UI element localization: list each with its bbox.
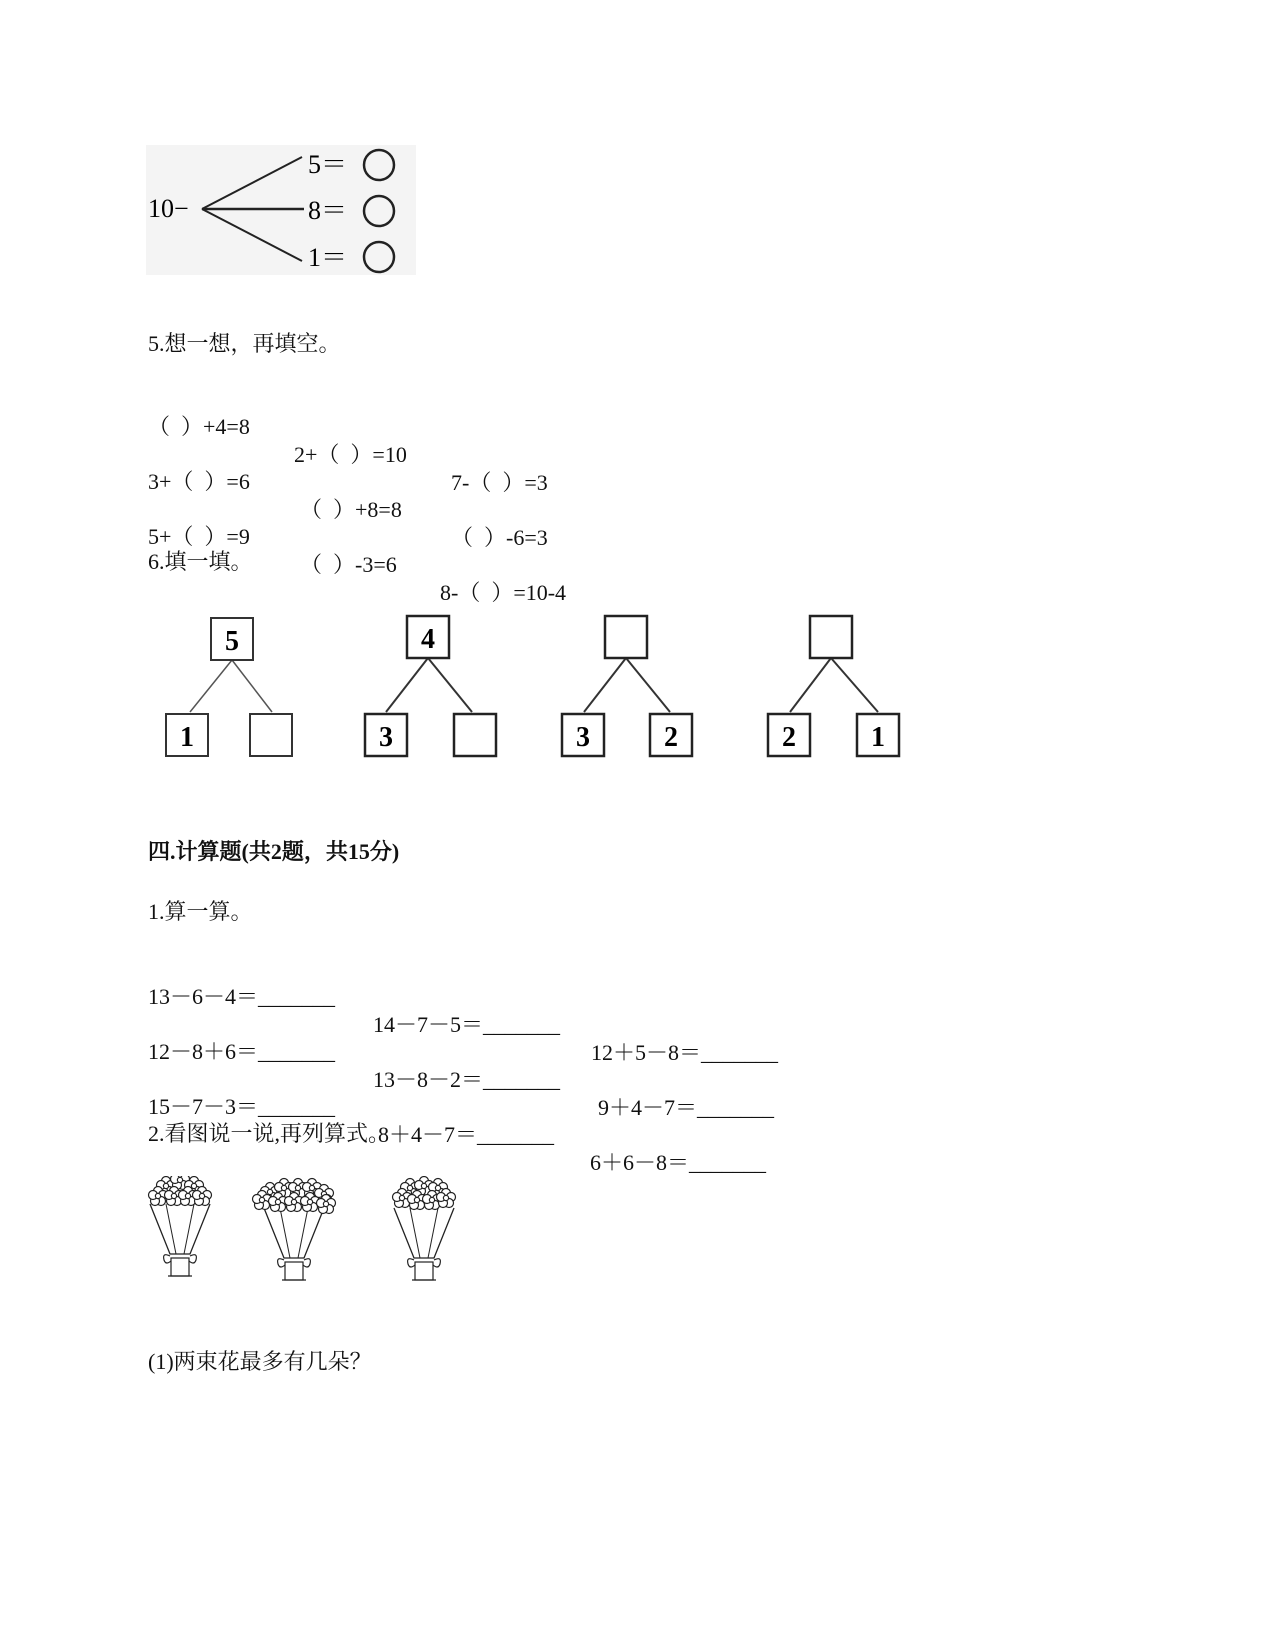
tree-left-value: 3 — [379, 722, 393, 753]
fan-branch-2: 8＝ — [308, 196, 348, 225]
tree-right-box[interactable] — [454, 714, 496, 756]
tree-right-value: 1 — [871, 722, 885, 753]
flower-bouquet-2 — [253, 1179, 336, 1281]
calc-q2-title: 2.看图说一说,再列算式。 — [148, 1121, 391, 1146]
calc-q1-title: 1.算一算。 — [148, 899, 253, 924]
q6-title: 6.填一填。 — [148, 549, 253, 574]
tree-left-value: 3 — [576, 722, 590, 753]
fan-left-label: 10− — [148, 194, 189, 223]
q5-title: 5.想一想，再填空。 — [148, 331, 341, 356]
number-bond-tree-2 — [365, 616, 496, 756]
q5-item: 7-（ ）=3 — [451, 470, 548, 495]
q5-item: 5+（ ）=9 — [148, 524, 250, 549]
calc-item: 13－8－2＝_______ — [373, 1067, 561, 1092]
flower-bouquet-3 — [393, 1177, 456, 1281]
q5-item: （ ）+8=8 — [300, 497, 402, 522]
q5-item: （ ）-3=6 — [300, 552, 397, 577]
fan-branch-1: 5＝ — [308, 150, 348, 179]
q5-item: 2+（ ）=10 — [294, 442, 407, 467]
tree-top-value: 5 — [225, 626, 239, 657]
flower-bouquets-illustration — [146, 1176, 476, 1288]
calc-item: 8＋4－7＝_______ — [378, 1122, 555, 1147]
section-heading: 四.计算题(共2题，共15分) — [148, 839, 400, 864]
tree-right-box[interactable] — [250, 714, 292, 756]
tree-left-value: 2 — [782, 722, 796, 753]
tree-right-value: 2 — [664, 722, 678, 753]
q5-item: 8-（ ）=10-4 — [440, 580, 567, 605]
number-bond-trees — [160, 610, 940, 770]
number-bond-tree-1 — [166, 618, 292, 756]
number-bond-tree-4 — [768, 616, 899, 756]
calc-q2-sub1: (1)两束花最多有几朵？ — [148, 1349, 372, 1374]
calc-item: 15－7－3＝_______ — [148, 1094, 336, 1119]
q5-item: （ ）+4=8 — [148, 414, 250, 439]
tree-top-value: 4 — [421, 624, 435, 655]
calc-item: 12－8＋6＝_______ — [148, 1039, 336, 1064]
calc-item: 6＋6－8＝_______ — [590, 1150, 767, 1175]
q5-item: 3+（ ）=6 — [148, 469, 250, 494]
fan-branch-3: 1＝ — [308, 243, 348, 272]
flower-bouquet-1 — [149, 1176, 212, 1276]
tree-top-box[interactable] — [605, 616, 647, 658]
calc-item: 13－6－4＝_______ — [148, 984, 336, 1009]
calc-item: 9＋4－7＝_______ — [598, 1095, 775, 1120]
tree-top-box[interactable] — [810, 616, 852, 658]
subtraction-fan-diagram — [146, 145, 416, 275]
tree-left-value: 1 — [180, 722, 194, 753]
calc-item: 12＋5－8＝_______ — [591, 1040, 779, 1065]
number-bond-tree-3 — [562, 616, 692, 756]
q5-item: （ ）-6=3 — [451, 525, 548, 550]
calc-item: 14－7－5＝_______ — [373, 1012, 561, 1037]
